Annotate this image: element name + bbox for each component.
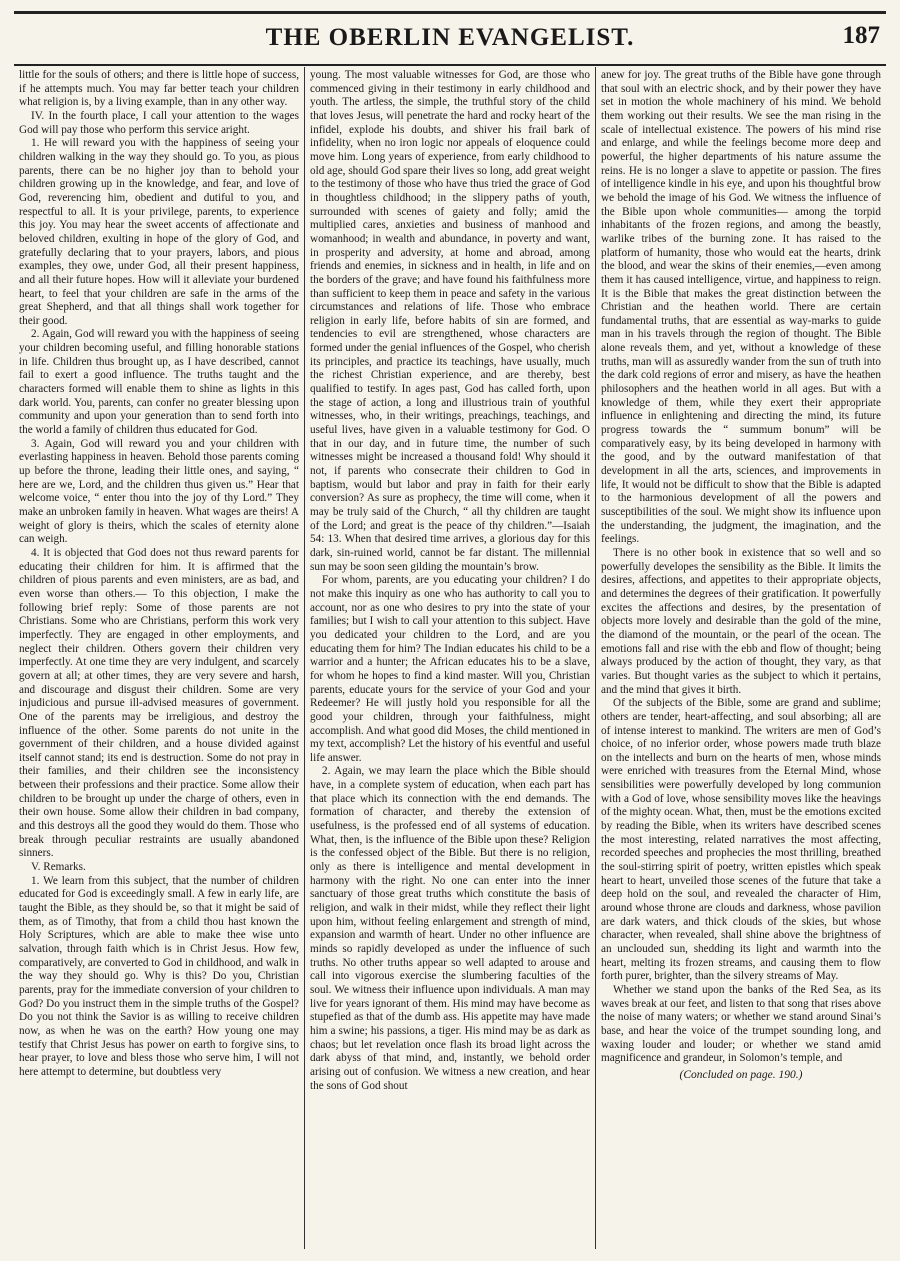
paragraph: 1. We learn from this subject, that the number of children educated for God is exceedingly small. A few in early life, are taught the Bible, as they should be, so that it might be said of them, as of Timothy, that from a child thou hast known the Holy Scriptures, which are able to make thee wise unto salvation, through faith which is in Christ Jesus. How few, comparatively, are converted to God in childhood, and walk in the way they should go. Why is this? Do you, Christian parents, pray for the immediate conversion of your children to God? Do you instruct them in the simple truths of the Gospel? Do you not think the Savior is as willing to receive children now, as when he was on the earth? How young one may testify that Christ Jesus has power on earth to forgive sins, to hear prayer, to love and bless those who serve him, I will not here attempt to determine, but doubtless very: [19, 874, 299, 1078]
paragraph: anew for joy. The great truths of the Bible have gone through that soul with an electric shock, and by their power they have set in motion the whole machinery of his mind. We behold them working out their results. We see the man rising in the scale of intellectual existence. The powers of his mind rise and enlarge, and while the feelings become more deep and powerful, the higher departments of his nature assume the reins. He is no longer a slave to appetite or passion. The fires of intelligence kindle in his eye, and upon his thoughtful brow we behold the image of his God. We witness the influence of the Bible upon whole communities— among the torpid inhabitants of the frozen regions, and among the beastly, warlike tribes of the burning zone. It has raised to the platform of humanity, those who would eat the hearts, drink the blood, and wear the skins of their enemies,—even among them it has caused intelligence, virtue, and happiness to reign. It is the Bible that makes the great distinction between the Christian and the heathen world. There are certain fundamental truths, that are essential as way-marks to guide man in his travels through the region of thought. The Bible alone reveals them, and yet, without a knowledge of these truths, man will as assuredly wander from the sun of truth into the dark cold regions of error and misery, as have the heathen philosophers and the heathen world in all ages. But with a knowledge of them, while they exert their appropriate influence in enlightening and directing the mind, its future progress towards the “ summum bonum” will be comparatively easy, by its being developed in harmony with the good, and by the outward manifestation of that development in all the arts, sciences, and improvements in life, It would not be difficult to show that the Bible is adapted to the harmonious development of all the powers and susceptibilities of the soul. We might show its influence upon the understanding, the judgment, the imagination, and the feelings.: [601, 69, 881, 546]
column-3: [595, 67, 886, 1249]
page-number: 187: [842, 22, 880, 49]
paragraph: Of the subjects of the Bible, some are grand and sublime; others are tender, heart-affecting, and soul absorbing; all are of intense interest to mankind. The writers are men of God’s choice, of no inferior order, whose powers made truth blaze on the intellects and burn on the hearts of men, whose minds were enriched with treasures from the Eternal Mind, whose sensibilities were powerfully developed by long communion with a God of love, whose sensibility moves like the heavings of the mighty ocean. What, then, must be the emotions excited by reading the Bible, when its writers have described scenes the most interesting, related narratives the most affecting, recorded speeches and prophecies the most thrilling, breathed the soul-stirring spirit of poetry, written epistles which speak heart to heart, unveiled those scenes of the future that take a deep hold on the soul, and revealed the character of Him, around whose throne are clouds and darkness, whose pavilion are dark waters, and thick clouds of the skies, but whose character, when revealed, shall shine above the brightness of an unclouded sun, shedding its light and warmth into the heart, melting its frozen streams, and causing them to flow forth purer, brighter, than the silvery streams of May.: [601, 697, 881, 983]
paragraph: 1. He will reward you with the happiness of seeing your children walking in the way they should go. To you, as pious parents, there can be no higher joy than to behold your children growing up in the knowledge, and fear, and love of God, reverencing him, obedient and dutiful to you, and respectful to all. It is your privilege, parents, to experience this joy. You may hear the sweet accents of affectionate and beloved children, exulting in hope of the glory of God, and gratefully declaring that to your prayers, labors, and pious examples, they owe, under God, all their present happiness, and all their future hopes. How will it alleviate your burdened heart, to feel that your children are safe in the arms of the great Shepherd, and that all things shall work together for their good.: [19, 137, 299, 327]
column-1: [14, 67, 304, 1249]
continuation-note: (Concluded on page. 190.): [679, 1068, 803, 1081]
paragraph: For whom, parents, are you educating your children? I do not make this inquiry as one who has authority to call you to account, nor as one who desires to pry into the state of your families; but I wish to call your attention to this subject. Have you dedicated your children to the Lord, and are you educating them for him? The Indian educates his child to be a warrior and a hunter; the African educates his to be a slave, for whom he hopes to find a kind master. Will you, Christian parents, educate yours for the service of your God and your Redeemer? He will justly hold you responsible for all the good your children, through your faithfulness, might accomplish. And what good did Moses, the child mentioned in my text, accomplish? Let the history of his eventful and useful life answer.: [310, 574, 590, 764]
paragraph: little for the souls of others; and there is little hope of success, if he attempts much. You may far better teach your children what religion is, by a living example, than in any other way.: [19, 69, 299, 109]
paragraph: IV. In the fourth place, I call your attention to the wages God will pay those who perform this service aright.: [19, 109, 299, 136]
newspaper-title: THE OBERLIN EVANGELIST.: [265, 24, 635, 51]
paragraph: Whether we stand upon the banks of the Red Sea, as its waves break at our feet, and listen to that song that rises above the noise of many waters; or whether we stand around Sinai’s base, and hear the voice of the trumpet sounding long, and waxing louder and louder; or whether we stand amid magnificence and grandeur, in Solomon’s temple, and: [601, 983, 881, 1065]
top-rule: [14, 11, 886, 14]
paragraph: 4. It is objected that God does not thus reward parents for educating their children for him. It is affirmed that the children of pious parents and even ministers, are as bad, and even worse than others.— To this objection, I make the following brief reply: Some of those parents are not Christians. Some who are Christians, perform this work very imperfectly. They are engaged in other employments, and neglect their children. Others govern their children very imperfectly. At one time they are very indulgent, and scarcely govern at all; at other times, they are very severe and harsh, and discourage and disgust their children. Some are very injudicious and pursue ill-advised measures of government. One of the parents may be irreligious, and destroy the influence of the other. Some parents do not unite in the government of their children, and a house divided against itself cannot stand; its end is destruction. Some do not pray in their families, and their children see the inconsistency between their professions and their practice. Some allow their children to be brought up under the charge of others, even in their own house. Some allow their children in bad company, and this destroys all the good they would do them. Those who break through peculiar restraints are usually abandoned sinners.: [19, 546, 299, 860]
paragraph: 2. Again, we may learn the place which the Bible should have, in a complete system of education, when each part has that place which its connection with the end demands. The formation of character, and thereby the extension of usefulness, is the professed end of all systems of education. What, then, is the influence of the Bible upon these? Religion is the confessed object of the Bible. But there is no religion, only as there is intelligence and mental development in harmony with the right. No one can enter into the inner sanctuary of those great truths which constitute the basis of religion, and walk in their midst, while they reflect their light upon him, without feeling enlargement and strength of mind, expansion and warmth of heart. Under no other influence are minds so rapidly developed as under the influence of such truths. No other truths appear so well adapted to arouse and call into vigorous exercise the slumbering faculties of the soul. We witness their influence upon individuals. A man may live for years ignorant of them. His mind may have become as stupefied as that of the dumb ass. His appetite may have made him a swine; his passions, a tiger. His mind may be as dark as chaos; but let revelation once flash its broad light across the dark abyss of that mind, and, instantly, we behold order arising out of confusion. We witness a new creation, and hear the sons of God shout: [310, 765, 590, 1092]
paragraph: young. The most valuable witnesses for God, are those who commenced giving in their testimony in early childhood and youth. The artless, the simple, the truthful story of the child that loves Jesus, will penetrate the hard and rocky heart of the infidel, explode his doubts, and shiver his frail bark of infidelity, when no iron logic nor appeals of eloquence could move him. Long years of experience, from early childhood to old age, should God spare their lives so long, add great weight to the testimony of those who have thus tried the grace of God in thoughtless childhood; in the slippery paths of youth, surrounded with scenes of gaiety and folly; amid the multiplied cares, anxieties and business of manhood and womanhood; in wealth and abundance, in poverty and want, in prosperity and adversity, at home and abroad, among friends and enemies, in sickness and in health, in life and on the borders of the grave; and have found his faithfulness more than sufficient to keep them in peace and safety in the various circumstances and relations of life. Those who embrace religion in early life, before habits of sin are formed, and tendencies to evil are strengthened, whose characters are formed under the genial influences of the Gospel, who cherish its principles, and practice its teachings, have usually, much the richest Christian experience, and are thereby, best qualified to testify. In ages past, God has called forth, upon the stage of action, a long and illustrious train of youthful witnesses, who, in their writings, preachings, teachings, and useful lives, have given in a valuable testimony for God. O that in our day, and in future time, the number of such witnesses might be increased a thousand fold! Why should it not, if parents who consecrate their children to God in baptism, would but labor and pray in faith for their early conversion? As sure as prophecy, the time will come, when it may be truly said of the Church, “ all thy children are taught of the Lord; and great is the peace of thy children.”—Isaiah 54: 13. When that desired time arrives, a glorious day for this dark, sin-ruined world, cannot be far distant. The millennial sun may be soon seen gilding the mountain’s brow.: [310, 69, 590, 573]
paragraph: 3. Again, God will reward you and your children with everlasting happiness in heaven. Behold those parents coming up before the throne, leading their little ones, and saying, “ here are we, Lord, and the children thus given us.” Hear that welcome voice, “ enter thou into the joy of thy Lord.” They make an unbroken family in heaven. What wages are theirs! A weight of glory is theirs, which the scales of eternity alone can weigh.: [19, 437, 299, 546]
page-header: [14, 18, 886, 62]
paragraph: 2. Again, God will reward you with the happiness of seeing your children becoming useful, and filling honorable stations in life. Children thus brought up, as I have described, cannot fail to exert a good influence. The truths taught and the characters formed will enable them to shine as lights in this dark world. You, parents, can confer no greater blessing upon community and upon your generation than to send forth into the world a family of children thus educated for God.: [19, 328, 299, 437]
paragraph: There is no other book in existence that so well and so powerfully developes the sensibility as the Bible. It limits the desires, affections, and appetites to their appropriate objects, and determines the degrees of their gratification. It powerfully excites the affections and desires, by the presentation of objects more lovely and desirable than the gold of the mine, the diamond of the mountain, or the pearl of the ocean. The emotions fall and rise with the ebb and flow of thought; being always produced by the action of thought, they vary, as that varies. But thought varies as the subject to which it pertains, and the mind that gives it birth.: [601, 546, 881, 696]
text-columns: [14, 67, 886, 1249]
column-2: [304, 67, 595, 1249]
header-rule: [14, 64, 886, 66]
section-heading: V. Remarks.: [31, 861, 86, 874]
